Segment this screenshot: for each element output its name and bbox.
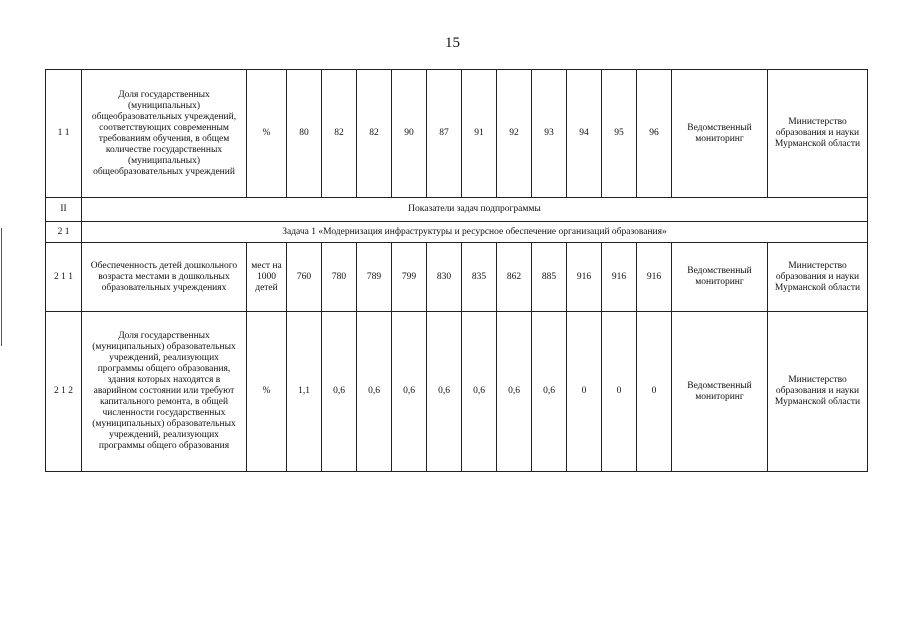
source-cell: Ведомственный мониторинг xyxy=(672,312,768,472)
value-cell: 82 xyxy=(357,70,392,198)
value-cell: 916 xyxy=(637,243,672,312)
row-code: II xyxy=(46,198,82,222)
row-code: 2 1 xyxy=(46,222,82,243)
task-title: Задача 1 «Модернизация инфраструктуры и ресурсное обеспечение организаций образования» xyxy=(82,222,868,243)
value-cell: 93 xyxy=(532,70,567,198)
section-title: Показатели задач подпрограммы xyxy=(82,198,868,222)
table-row xyxy=(46,243,868,312)
page-number: 15 xyxy=(445,35,460,51)
value-cell: 0,6 xyxy=(392,312,427,472)
table-row xyxy=(46,70,868,198)
value-cell: 916 xyxy=(567,243,602,312)
table-row xyxy=(46,312,868,472)
indicator-description: Обеспеченность детей дошкольного возраста местами в дошкольных образовательных учреждениях xyxy=(82,243,247,312)
indicators-table xyxy=(45,69,868,472)
scan-edge-mark xyxy=(1,228,2,346)
value-cell: 96 xyxy=(637,70,672,198)
row-code: 1 1 xyxy=(46,70,82,198)
value-cell: 835 xyxy=(462,243,497,312)
value-cell: 82 xyxy=(322,70,357,198)
value-cell: 91 xyxy=(462,70,497,198)
source-cell: Ведомственный мониторинг xyxy=(672,70,768,198)
indicator-description: Доля государственных (муниципальных) общеобразовательных учреждений, соответствующих современным требованиям обучения, в общем количестве государственных (муниципальных) общеобразовательных учреждений xyxy=(82,70,247,198)
value-cell: 760 xyxy=(287,243,322,312)
unit-cell: % xyxy=(247,312,287,472)
section-row xyxy=(46,198,868,222)
value-cell: 830 xyxy=(427,243,462,312)
value-cell: 789 xyxy=(357,243,392,312)
value-cell: 0,6 xyxy=(357,312,392,472)
value-cell: 0,6 xyxy=(532,312,567,472)
unit-cell: % xyxy=(247,70,287,198)
value-cell: 885 xyxy=(532,243,567,312)
unit-cell: мест на 1000 детей xyxy=(247,243,287,312)
value-cell: 0,6 xyxy=(462,312,497,472)
responsible-cell: Министерство образования и науки Мурманской области xyxy=(768,312,868,472)
value-cell: 0,6 xyxy=(322,312,357,472)
section-row xyxy=(46,222,868,243)
value-cell: 799 xyxy=(392,243,427,312)
value-cell: 90 xyxy=(392,70,427,198)
value-cell: 0 xyxy=(602,312,637,472)
responsible-cell: Министерство образования и науки Мурманской области xyxy=(768,70,868,198)
source-cell: Ведомственный мониторинг xyxy=(672,243,768,312)
value-cell: 92 xyxy=(497,70,532,198)
value-cell: 0,6 xyxy=(427,312,462,472)
value-cell: 0 xyxy=(567,312,602,472)
value-cell: 862 xyxy=(497,243,532,312)
row-code: 2 1 1 xyxy=(46,243,82,312)
value-cell: 916 xyxy=(602,243,637,312)
indicator-description: Доля государственных (муниципальных) образовательных учреждений, реализующих программы общего образования, здания которых находятся в аварийном состоянии или требуют капитального ремонта, в общей численности государственных (муниципальных) образовательных учреждений, реализующих программы общего образования xyxy=(82,312,247,472)
value-cell: 87 xyxy=(427,70,462,198)
value-cell: 1,1 xyxy=(287,312,322,472)
value-cell: 0,6 xyxy=(497,312,532,472)
value-cell: 94 xyxy=(567,70,602,198)
responsible-cell: Министерство образования и науки Мурманской области xyxy=(768,243,868,312)
value-cell: 95 xyxy=(602,70,637,198)
value-cell: 0 xyxy=(637,312,672,472)
row-code: 2 1 2 xyxy=(46,312,82,472)
value-cell: 780 xyxy=(322,243,357,312)
value-cell: 80 xyxy=(287,70,322,198)
